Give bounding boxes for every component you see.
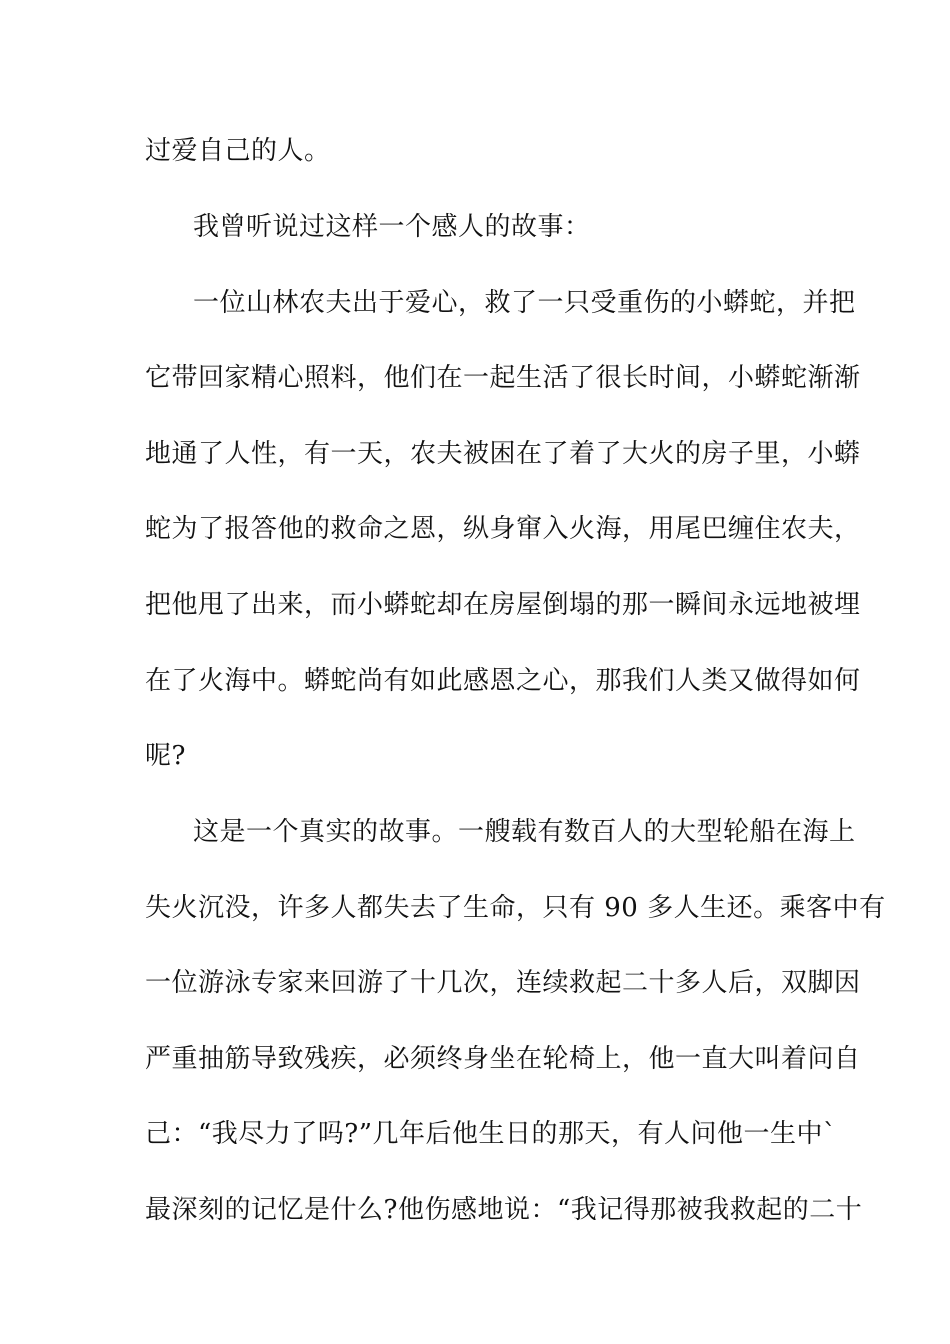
text-line: 失火沉没，许多人都失去了生命，只有 90 多人生还。乘客中有 — [145, 893, 886, 923]
text-line: 在了火海中。蟒蛇尚有如此感恩之心，那我们人类又做得如何 — [145, 666, 861, 696]
text-line: 严重抽筋导致残疾，必须终身坐在轮椅上，他一直大叫着问自 — [145, 1044, 861, 1074]
text-line: 地通了人性，有一天，农夫被困在了着了大火的房子里，小蟒 — [145, 439, 861, 469]
text-line: 我曾听说过这样一个感人的故事： — [193, 212, 591, 242]
text-line: 一位山林农夫出于爱心，救了一只受重伤的小蟒蛇，并把 — [193, 288, 856, 318]
text-line: 把他甩了出来，而小蟒蛇却在房屋倒塌的那一瞬间永远地被埋 — [145, 590, 861, 620]
text-line: 最深刻的记忆是什么?他伤感地说：“我记得那被我救起的二十 — [145, 1195, 863, 1225]
text-line: 过爱自己的人。 — [145, 136, 331, 166]
text-line: 蛇为了报答他的救命之恩，纵身窜入火海，用尾巴缠住农夫， — [145, 514, 861, 544]
text-line: 呢? — [145, 741, 186, 771]
text-line: 这是一个真实的故事。一艘载有数百人的大型轮船在海上 — [193, 817, 856, 847]
text-line: 它带回家精心照料，他们在一起生活了很长时间，小蟒蛇渐渐 — [145, 363, 861, 393]
text-line: 己：“我尽力了吗?”几年后他生日的那天，有人问他一生中` — [145, 1119, 837, 1149]
text-line: 一位游泳专家来回游了十几次，连续救起二十多人后，双脚因 — [145, 968, 861, 998]
